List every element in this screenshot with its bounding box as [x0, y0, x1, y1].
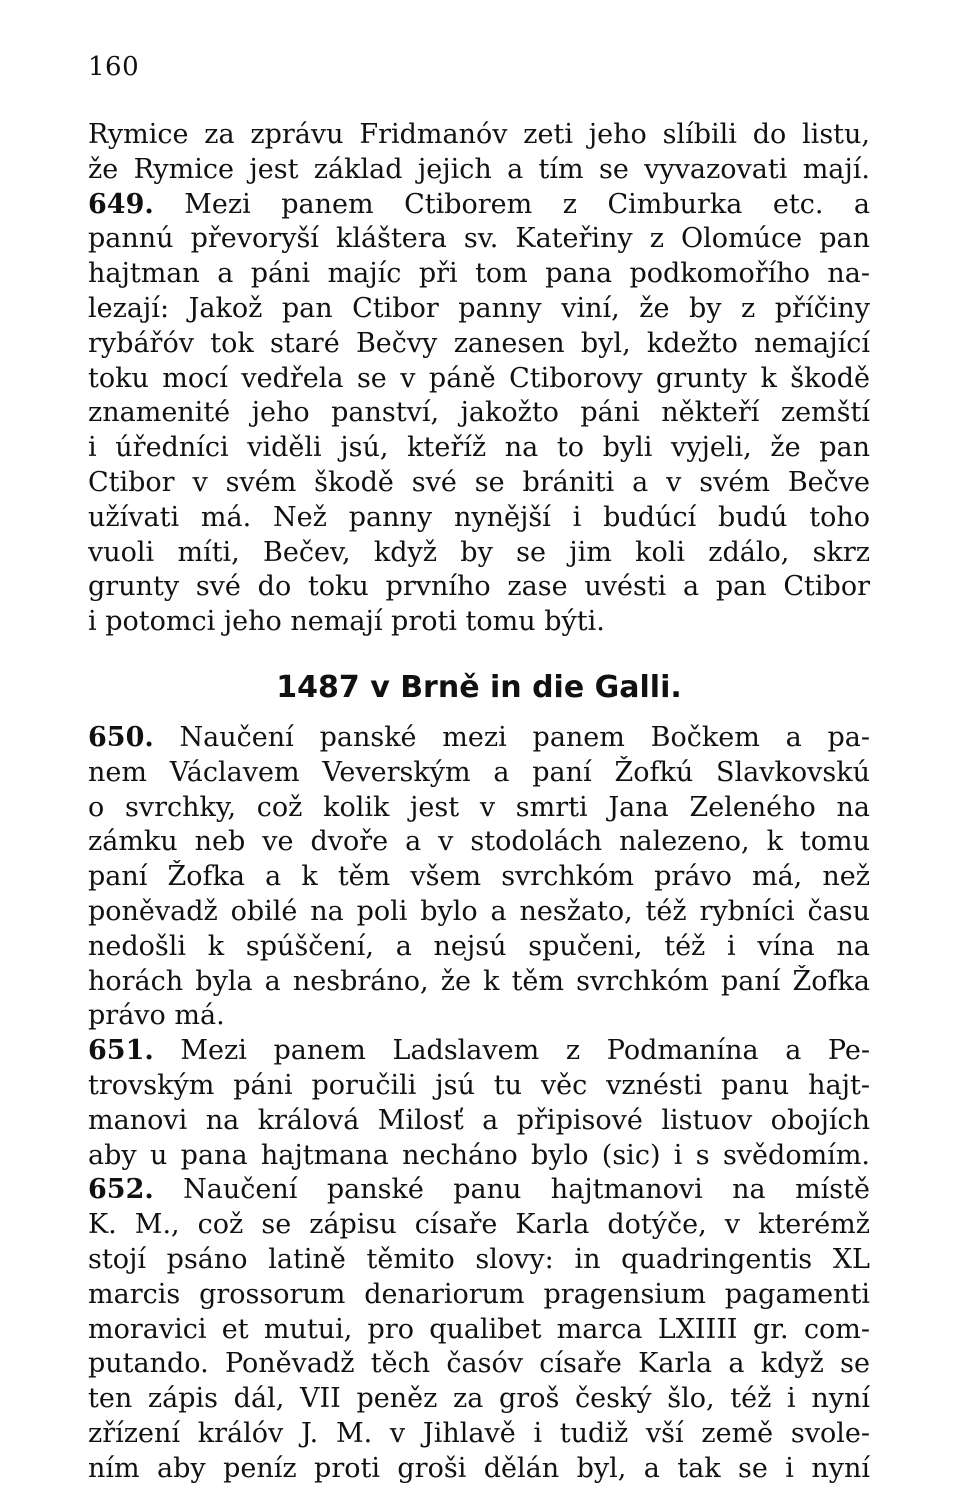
line-text: Rymice za zprávu Fridmanóv zeti jeho slíbili do listu, [88, 119, 870, 150]
text-line [88, 860, 870, 895]
line-text: užívati má. Než panny nynější i budúcí budú toho [88, 501, 870, 533]
text-line [88, 431, 870, 466]
line-text: toku mocí vedřela se v páně Ctiborovy grunty k škodě [88, 362, 870, 394]
text-line [88, 999, 870, 1034]
line-text: stojí psáno latině těmito slovy: in quadringentis XL [88, 1243, 870, 1275]
text-line [88, 118, 870, 153]
text-line [88, 721, 870, 756]
line-text: putando. Poněvadž těch časóv císaře Karla a když se [88, 1348, 870, 1380]
text-line [88, 1208, 870, 1243]
line-text: manovi na králová Milosť a připisové listuov obojích [88, 1104, 870, 1136]
paragraph-650-652-block [88, 721, 870, 1487]
line-text: zámku neb ve dvoře a v stodolách nalezeno, k tomu [88, 826, 870, 858]
text-line [88, 1104, 870, 1139]
line-text: grunty své do toku prvního zase uvésti a pan Ctibor [88, 571, 870, 603]
line-text: Naučení panské mezi panem Bočkem a pa- [153, 722, 870, 753]
line-text: hajtman a páni majíc při tom pana podkomořího na- [88, 258, 870, 290]
text-line [88, 153, 870, 188]
line-text: Mezi panem Ctiborem z Cimburka etc. a [153, 188, 870, 220]
line-text: marcis grossorum denariorum pragensium pagamenti [88, 1278, 870, 1310]
text-line [88, 536, 870, 571]
line-text: K. M., což se zápisu císaře Karla dotýče, v kterémž [88, 1209, 870, 1241]
line-text: ten zápis dál, VII peněz za groš český šlo, též i nyní [88, 1383, 870, 1415]
page-number: 160 [88, 52, 140, 82]
text-line [88, 1278, 870, 1313]
text-line [88, 396, 870, 431]
text-line [88, 1347, 870, 1382]
text-line [88, 362, 870, 397]
text-line [88, 1139, 870, 1174]
line-text: o svrchky, což kolik jest v smrti Jana Zeleného na [88, 791, 870, 823]
line-text: lezají: Jakož pan Ctibor panny viní, že by z příčiny [88, 292, 870, 324]
line-text: vuoli míti, Bečev, když by se jim koli zdálo, skrz [88, 536, 870, 568]
text-line [88, 791, 870, 826]
text-line [88, 466, 870, 501]
text-line [88, 501, 870, 536]
text-line [88, 825, 870, 860]
line-text: trovským páni poručili jsú tu věc vznésti panu hajt- [88, 1069, 870, 1101]
text-line [88, 1313, 870, 1348]
line-text: poněvadž obilé na poli bylo a nesžato, též rybníci času [88, 895, 870, 927]
text-line [88, 1069, 870, 1104]
text-line [88, 188, 870, 223]
line-text: Naučení panské panu hajtmanovi na místě [153, 1174, 870, 1206]
line-text: rybářóv tok staré Bečvy zanesen byl, kdežto nemající [88, 327, 870, 359]
text-line [88, 930, 870, 965]
entry-number: 650. [88, 722, 154, 753]
text-line [88, 257, 870, 292]
text-line [88, 570, 870, 605]
line-text: nem Václavem Veverským a paní Žofkú Slavkovskú [88, 756, 870, 788]
line-text: pannú převoryší kláštera sv. Kateřiny z Olomúce pan [88, 223, 870, 255]
line-text: i úředníci viděli jsú, kteříž na to byli vyjeli, že pan [88, 432, 870, 464]
line-text: ním aby peníz proti groši dělán byl, a tak se i nyní [88, 1452, 870, 1484]
line-text: že Rymice jest základ jejich a tím se vyvazovati mají. [88, 153, 870, 185]
line-text: právo má. [88, 1000, 225, 1032]
text-line [88, 895, 870, 930]
section-heading: 1487 v Brně in die Galli. [276, 670, 682, 705]
text-line [88, 327, 870, 362]
line-text: paní Žofka a k těm všem svrchkóm právo má, než [88, 861, 870, 893]
line-text: aby u pana hajtmana necháno bylo (sic) i s svědomím. [88, 1139, 870, 1171]
text-line [88, 1173, 870, 1208]
line-text: moravici et mutui, pro qualibet marca LXIIII gr. com- [88, 1313, 870, 1345]
text-line [88, 292, 870, 327]
line-text: i potomci jeho nemají proti tomu býti. [88, 606, 605, 638]
paragraph-649-block [88, 118, 870, 640]
text-line [88, 965, 870, 1000]
text-line [88, 756, 870, 791]
text-line [88, 1452, 870, 1487]
text-line [88, 1417, 870, 1452]
line-text: nedošli k spúščení, a nejsú spučeni, též i vína na [88, 930, 870, 962]
entry-number: 649. [88, 188, 154, 220]
line-text: Mezi panem Ladslavem z Podmanína a Pe- [153, 1035, 870, 1067]
line-text: znamenité jeho panství, jakožto páni někteří zemští [88, 397, 870, 429]
text-line [88, 222, 870, 257]
line-text: zřízení králóv J. M. v Jihlavě i tudiž vší země svole- [88, 1417, 870, 1449]
entry-number: 651. [88, 1035, 154, 1067]
text-line [88, 1034, 870, 1069]
line-text: horách byla a nesbráno, že k těm svrchkóm paní Žofka [88, 965, 870, 997]
text-line [88, 1382, 870, 1417]
entry-number: 652. [88, 1174, 154, 1206]
text-line [88, 1243, 870, 1278]
line-text: Ctibor v svém škodě své se brániti a v svém Bečve [88, 466, 870, 498]
text-line [88, 605, 870, 640]
